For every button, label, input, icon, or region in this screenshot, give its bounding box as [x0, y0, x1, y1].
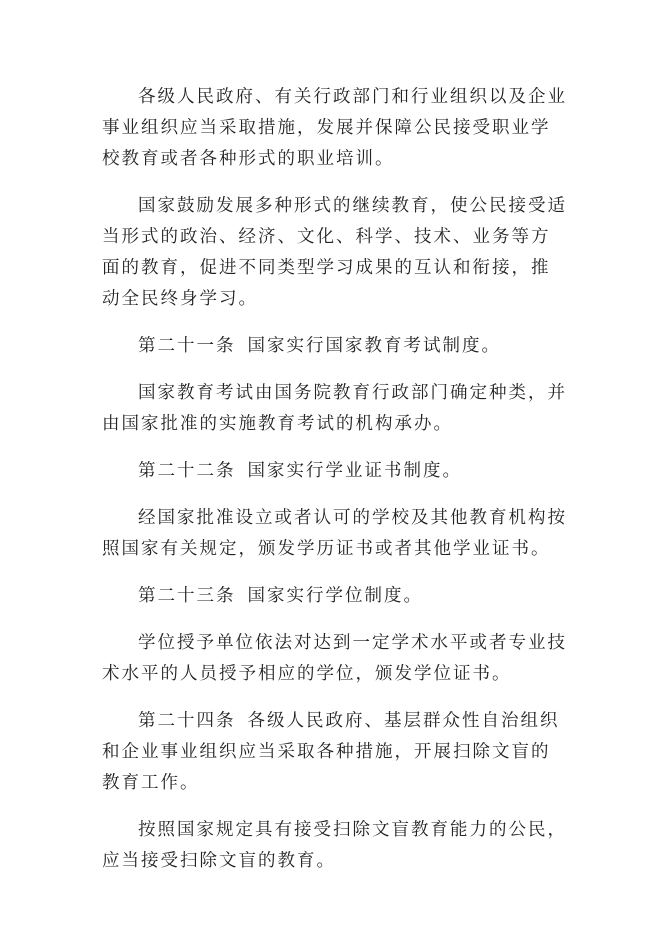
article-24 — [102, 706, 568, 799]
paragraph-text: 经国家批准设立或者认可的学校及其他教育机构按照国家有关规定，颁发学历证书或者其他学业证书。 — [102, 508, 567, 559]
paragraph-text: 国家鼓励发展多种形式的继续教育，使公民接受适当形式的政治、经济、文化、科学、技术、业务等方面的教育，促进不同类型学习成果的互认和衔接，推动全民终身学习。 — [102, 196, 567, 309]
article-number: 第二十二条 — [138, 461, 236, 481]
paragraph-text: 学位授予单位依法对达到一定学术水平或者专业技术水平的人员授予相应的学位，颁发学位证书。 — [102, 633, 567, 684]
document-body — [102, 82, 568, 877]
paragraph-text: 按照国家规定具有接受扫除文盲教育能力的公民，应当接受扫除文盲的教育。 — [102, 820, 567, 871]
paragraph-text: 各级人民政府、有关行政部门和行业组织以及企业事业组织应当采取措施，发展并保障公民接受职业学校教育或者各种形式的职业培训。 — [102, 87, 567, 169]
paragraph-2 — [102, 191, 568, 315]
article-text: 国家实行国家教育考试制度。 — [247, 336, 501, 356]
paragraph-4 — [102, 378, 568, 440]
paragraph-10 — [102, 815, 568, 877]
article-number: 第二十四条 — [138, 711, 236, 731]
article-21 — [102, 331, 568, 362]
article-text: 国家实行学位制度。 — [247, 586, 423, 606]
article-23 — [102, 581, 568, 612]
paragraph-6 — [102, 503, 568, 565]
paragraph-text: 国家教育考试由国务院教育行政部门确定种类，并由国家批准的实施教育考试的机构承办。 — [102, 383, 567, 434]
article-number: 第二十一条 — [138, 336, 236, 356]
article-number: 第二十三条 — [138, 586, 236, 606]
paragraph-8 — [102, 628, 568, 690]
article-text: 国家实行学业证书制度。 — [247, 461, 462, 481]
article-22 — [102, 456, 568, 487]
article-text: 各级人民政府、基层群众性自治组织和企业事业组织应当采取各种措施，开展扫除文盲的教育工作。 — [102, 711, 560, 793]
paragraph-1 — [102, 82, 568, 175]
